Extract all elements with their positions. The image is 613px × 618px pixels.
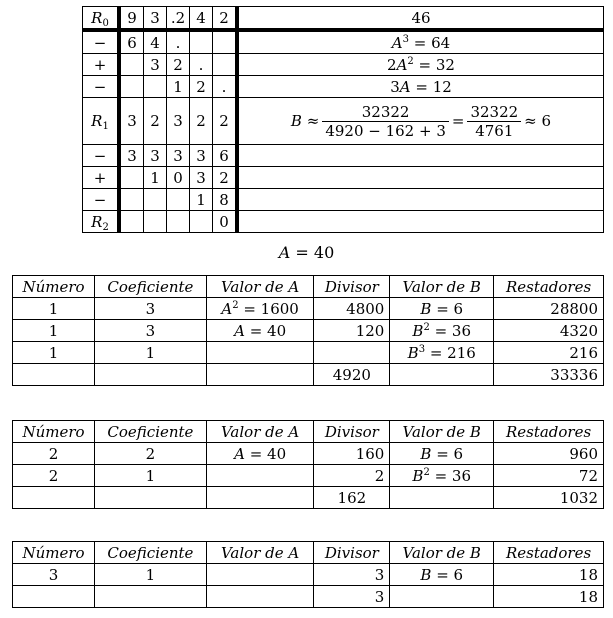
header-valor-a: Valor de A bbox=[206, 276, 314, 298]
empty-cell bbox=[95, 487, 207, 509]
coefficient-table-3 bbox=[12, 541, 604, 608]
digit-cell: 3 bbox=[119, 98, 144, 145]
digit-cell: . bbox=[190, 54, 213, 76]
division-row-r1 bbox=[83, 98, 604, 145]
restadores-cell: 18 bbox=[494, 564, 604, 586]
empty-cell bbox=[390, 364, 494, 386]
empty-cell bbox=[13, 586, 95, 608]
digit-cell bbox=[119, 76, 144, 98]
empty-cell bbox=[390, 586, 494, 608]
table-total-row bbox=[13, 586, 604, 608]
digit-cell: . bbox=[167, 30, 190, 54]
header-divisor: Divisor bbox=[314, 421, 390, 443]
restadores-total: 1032 bbox=[494, 487, 604, 509]
expression-cell: $2A^2 = 32$ bbox=[237, 54, 604, 76]
restadores-total: 18 bbox=[494, 586, 604, 608]
divisor-total: 3 bbox=[314, 586, 390, 608]
division-row bbox=[83, 167, 604, 189]
divisor-total: 4920 bbox=[314, 364, 390, 386]
divisor-cell: 2 bbox=[314, 465, 390, 487]
header-coeficiente: Coeficiente bbox=[95, 542, 207, 564]
digit-cell bbox=[167, 211, 190, 233]
digit-cell: 2 bbox=[167, 54, 190, 76]
table-total-row bbox=[13, 364, 604, 386]
digit-cell bbox=[213, 54, 238, 76]
digit-cell: 3 bbox=[190, 145, 213, 167]
header-numero: Número bbox=[13, 421, 95, 443]
coeficiente-cell: 3 bbox=[95, 320, 207, 342]
numero-cell: 3 bbox=[13, 564, 95, 586]
header-valor-b: Valor de B bbox=[390, 276, 494, 298]
digit-cell: 0 bbox=[213, 211, 238, 233]
division-row bbox=[83, 54, 604, 76]
valor-b-cell: B = 6 bbox=[390, 298, 494, 320]
valor-a-cell: A = 40 bbox=[206, 320, 314, 342]
divisor-cell: 120 bbox=[314, 320, 390, 342]
coeficiente-cell: 3 bbox=[95, 298, 207, 320]
empty-cell bbox=[95, 364, 207, 386]
digit-cell: 1 bbox=[144, 167, 167, 189]
operator: − bbox=[83, 145, 120, 167]
divisor-cell: 160 bbox=[314, 443, 390, 465]
header-divisor: Divisor bbox=[314, 276, 390, 298]
header-numero: Número bbox=[13, 276, 95, 298]
header-restadores: Restadores bbox=[494, 276, 604, 298]
digit-cell: 3 bbox=[190, 167, 213, 189]
digit-cell: 8 bbox=[213, 189, 238, 211]
restadores-total: 33336 bbox=[494, 364, 604, 386]
header-digit: 9 bbox=[119, 7, 144, 31]
digit-cell: 6 bbox=[119, 30, 144, 54]
header-coeficiente: Coeficiente bbox=[95, 421, 207, 443]
empty-cell bbox=[237, 167, 604, 189]
operator: + bbox=[83, 167, 120, 189]
a-equation: A = 40 bbox=[278, 243, 335, 262]
digit-cell: 2 bbox=[190, 98, 213, 145]
header-restadores: Restadores bbox=[494, 542, 604, 564]
numero-cell: 1 bbox=[13, 342, 95, 364]
restadores-cell: 72 bbox=[494, 465, 604, 487]
coeficiente-cell: 1 bbox=[95, 342, 207, 364]
operator: + bbox=[83, 54, 120, 76]
header-coeficiente: Coeficiente bbox=[95, 276, 207, 298]
digit-cell bbox=[144, 189, 167, 211]
empty-cell bbox=[13, 364, 95, 386]
valor-a-cell: A = 40 bbox=[206, 443, 314, 465]
fraction-2: $\frac{32322}{4761}$ bbox=[467, 103, 521, 140]
valor-b-cell: B = 6 bbox=[390, 443, 494, 465]
row-label-r2: $R_2$ bbox=[83, 211, 120, 233]
division-row bbox=[83, 76, 604, 98]
digit-cell: 1 bbox=[167, 76, 190, 98]
valor-b-cell: B = 6 bbox=[390, 564, 494, 586]
numero-cell: 2 bbox=[13, 443, 95, 465]
digit-cell: 0 bbox=[167, 167, 190, 189]
header-divisor: Divisor bbox=[314, 542, 390, 564]
header-numero: Número bbox=[13, 542, 95, 564]
division-row-r2 bbox=[83, 211, 604, 233]
valor-b-cell: $B^2 = 36$ bbox=[390, 465, 494, 487]
digit-cell: 3 bbox=[167, 98, 190, 145]
table-row bbox=[13, 298, 604, 320]
table-header-row bbox=[13, 276, 604, 298]
empty-cell bbox=[206, 364, 314, 386]
empty-cell bbox=[390, 487, 494, 509]
divisor-cell bbox=[314, 342, 390, 364]
digit-cell: 6 bbox=[213, 145, 238, 167]
operator: − bbox=[83, 30, 120, 54]
operator: − bbox=[83, 76, 120, 98]
table-row bbox=[13, 342, 604, 364]
table-row bbox=[13, 465, 604, 487]
division-header-row bbox=[83, 7, 604, 31]
table-row bbox=[13, 564, 604, 586]
header-valor-a: Valor de A bbox=[206, 542, 314, 564]
empty-cell bbox=[237, 145, 604, 167]
table-total-row bbox=[13, 487, 604, 509]
fraction-1: $\frac{32322}{4920 - 162 + 3}$ bbox=[322, 103, 449, 140]
division-row bbox=[83, 189, 604, 211]
digit-cell: 4 bbox=[144, 30, 167, 54]
empty-cell bbox=[13, 487, 95, 509]
header-digit: .2 bbox=[167, 7, 190, 31]
header-valor-b: Valor de B bbox=[390, 542, 494, 564]
digit-cell bbox=[119, 54, 144, 76]
digit-cell bbox=[190, 30, 213, 54]
row-label-r0: $R_0$ bbox=[83, 7, 120, 31]
digit-cell: 2 bbox=[144, 98, 167, 145]
numero-cell: 2 bbox=[13, 465, 95, 487]
valor-b-cell: $B^3 = 216$ bbox=[390, 342, 494, 364]
root-result: 46 bbox=[237, 7, 604, 31]
numero-cell: 1 bbox=[13, 298, 95, 320]
table-row bbox=[13, 320, 604, 342]
digit-cell: 3 bbox=[167, 145, 190, 167]
digit-cell: 3 bbox=[144, 54, 167, 76]
digit-cell: 1 bbox=[190, 189, 213, 211]
b-estimate-formula: B ≈ $\frac{32322}{4920 - 162 + 3}$ = $\frac{32322}{4761}$ ≈ 6 bbox=[237, 98, 604, 145]
valor-b-cell: $B^2 = 36$ bbox=[390, 320, 494, 342]
restadores-cell: 216 bbox=[494, 342, 604, 364]
expression-cell: $A^3 = 64$ bbox=[237, 30, 604, 54]
operator: − bbox=[83, 189, 120, 211]
valor-a-cell bbox=[206, 465, 314, 487]
divisor-cell: 3 bbox=[314, 564, 390, 586]
digit-cell bbox=[190, 211, 213, 233]
digit-cell: 2 bbox=[190, 76, 213, 98]
digit-cell bbox=[119, 189, 144, 211]
empty-cell bbox=[237, 211, 604, 233]
header-digit: 4 bbox=[190, 7, 213, 31]
header-valor-b: Valor de B bbox=[390, 421, 494, 443]
restadores-cell: 4320 bbox=[494, 320, 604, 342]
header-digit: 3 bbox=[144, 7, 167, 31]
digit-cell bbox=[144, 211, 167, 233]
coeficiente-cell: 1 bbox=[95, 564, 207, 586]
coefficient-table-2 bbox=[12, 420, 604, 509]
numero-cell: 1 bbox=[13, 320, 95, 342]
digit-cell: 2 bbox=[213, 98, 238, 145]
valor-a-cell bbox=[206, 342, 314, 364]
header-digit: 2 bbox=[213, 7, 238, 31]
digit-cell: 2 bbox=[213, 167, 238, 189]
expression-cell: 3A = 12 bbox=[237, 76, 604, 98]
digit-cell: 3 bbox=[119, 145, 144, 167]
header-restadores: Restadores bbox=[494, 421, 604, 443]
digit-cell bbox=[119, 211, 144, 233]
table-row bbox=[13, 443, 604, 465]
division-row bbox=[83, 30, 604, 54]
header-valor-a: Valor de A bbox=[206, 421, 314, 443]
coeficiente-cell: 1 bbox=[95, 465, 207, 487]
division-row bbox=[83, 145, 604, 167]
empty-cell bbox=[95, 586, 207, 608]
empty-cell bbox=[237, 189, 604, 211]
table-header-row bbox=[13, 421, 604, 443]
coeficiente-cell: 2 bbox=[95, 443, 207, 465]
empty-cell bbox=[206, 487, 314, 509]
digit-cell: . bbox=[213, 76, 238, 98]
restadores-cell: 960 bbox=[494, 443, 604, 465]
digit-cell bbox=[144, 76, 167, 98]
valor-a-cell bbox=[206, 564, 314, 586]
digit-cell bbox=[167, 189, 190, 211]
digit-cell: 3 bbox=[144, 145, 167, 167]
restadores-cell: 28800 bbox=[494, 298, 604, 320]
divisor-total: 162 bbox=[314, 487, 390, 509]
coefficient-table-1 bbox=[12, 275, 604, 386]
division-table bbox=[82, 6, 604, 233]
valor-a-cell: $A^2 = 1600$ bbox=[206, 298, 314, 320]
empty-cell bbox=[206, 586, 314, 608]
divisor-cell: 4800 bbox=[314, 298, 390, 320]
table-header-row bbox=[13, 542, 604, 564]
digit-cell bbox=[213, 30, 238, 54]
digit-cell bbox=[119, 167, 144, 189]
row-label-r1: $R_1$ bbox=[83, 98, 120, 145]
